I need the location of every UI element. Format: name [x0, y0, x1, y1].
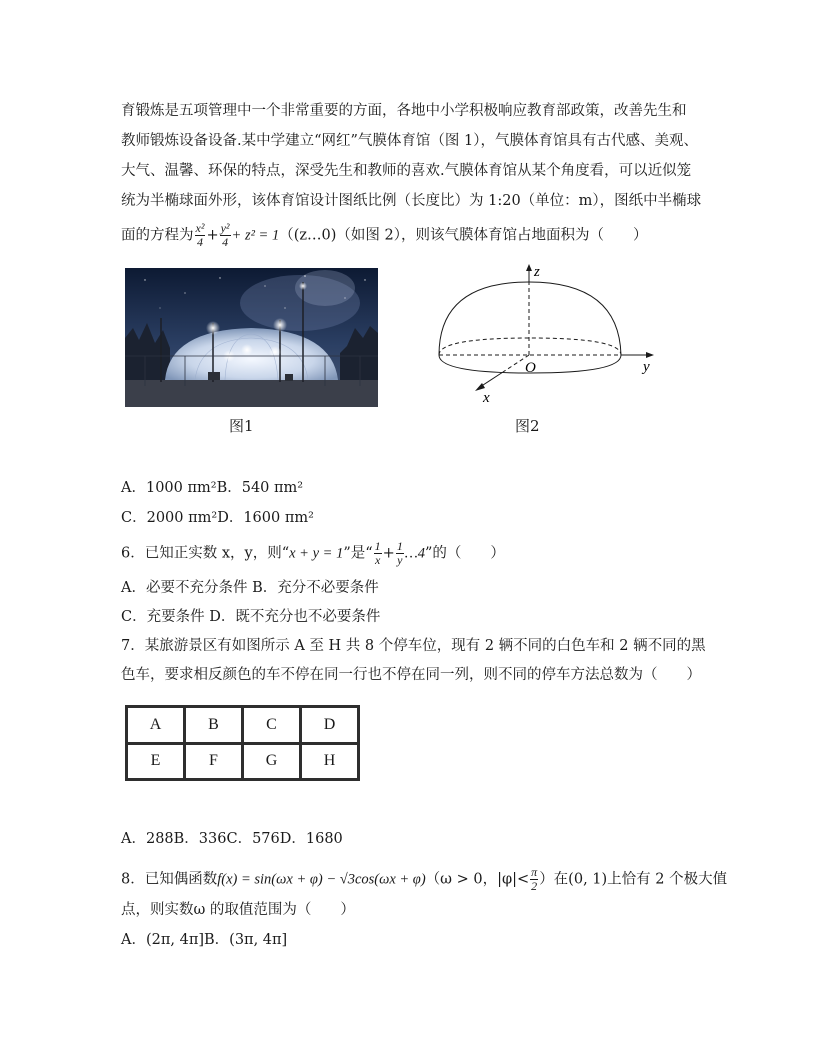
z-axis-arrow-icon [526, 264, 532, 271]
problem7-line-1: 7．某旅游景区有如图所示 A 至 H 共 8 个停车位，现有 2 辆不同的白色车和 2 辆不同的黑 [121, 638, 706, 654]
equation-tail: + z² = 1 [231, 227, 280, 244]
parking-spot-f: F [186, 745, 241, 779]
fraction-1-over-y: $\frac{1}{y}$ [396, 539, 403, 567]
fraction-x: $\frac{\text{x²}}{4}$ [195, 221, 205, 249]
problem6-prefix: 6．已知正实数 x，y，则“ [121, 545, 290, 562]
problem8-stem [121, 866, 727, 893]
problem8-prefix: 8．已知偶函数 [121, 871, 218, 888]
problem8-condition-tail: ）在(0, 1)上恰有 2 个极大值 [539, 871, 728, 888]
equation-prefix: 面的方程为 [121, 227, 194, 244]
equation-suffix: （(z…0)（如图 2），则该气膜体育馆占地面积为（ ） [279, 227, 648, 244]
parking-spot-d: D [302, 708, 357, 742]
parking-spot-g: G [244, 745, 299, 779]
problem5-line-2: 教师锻炼设备设备.某中学建立“网红”气膜体育馆（图 1），气膜体育馆具有古代感、美观、 [121, 133, 699, 149]
z-label: z [534, 264, 540, 280]
x-label: x [483, 390, 490, 406]
problem7-choices: A．288B．336C．576D．1680 [121, 831, 343, 847]
y-label: y [643, 359, 650, 375]
x-axis [480, 372, 503, 387]
problem6-condition-1: x + y = 1 [289, 545, 344, 562]
problem8-choices: A．(2π, 4π]B．(3π, 4π] [121, 932, 288, 948]
problem5-choices-ab: A．1000 πm²B．540 πm² [121, 480, 304, 496]
base-back-dashed [439, 338, 621, 355]
problem5-line-3: 大气、温馨、环保的特点，深受先生和教师的喜欢.气膜体育馆从某个角度看，可以近似笼 [121, 163, 692, 179]
parking-spot-a: A [128, 708, 183, 742]
problem8-line-2: 点，则实数ω 的取值范围为（ ） [121, 902, 355, 918]
parking-grid [125, 705, 360, 781]
fraction-1-over-x: $\frac{1}{x}$ [374, 539, 381, 567]
y-axis-arrow-icon [646, 352, 654, 358]
fraction-pi-over-2: $\frac{\pi}{2}$ [531, 865, 538, 893]
problem5-equation-line: 面的方程为 $\frac{\text{x²}}{4}$ + $\frac{\text{y²}}{4}$ + z² = 1（(z…0)（如图 2），则该气膜体育馆占地面积为（ ） [121, 221, 648, 249]
parking-spot-b: B [186, 708, 241, 742]
problem6-mid: ”是“ [343, 545, 373, 562]
fraction-y: $\frac{\text{y²}}{4}$ [220, 221, 230, 249]
parking-spot-h: H [302, 745, 357, 779]
problem5-choices-cd: C．2000 πm²D．1600 πm² [121, 510, 314, 526]
figure2-half-ellipsoid-diagram [425, 260, 665, 410]
air-dome-night-image [125, 268, 378, 407]
problem5-line-1: 育锻炼是五项管理中一个非常重要的方面，各地中小学积极响应教育部政策，改善先生和 [121, 103, 687, 119]
problem6-choices-ab: A．必要不充分条件 B．充分不必要条件 [121, 580, 379, 596]
dome-outline [439, 282, 621, 355]
problem6-choices-cd: C．充要条件 D．既不充分也不必要条件 [121, 609, 381, 625]
origin-label: O [525, 360, 536, 376]
problem8-function: f(x) = sin(ωx + φ) − √3cos(ωx + φ) [217, 871, 426, 888]
figure2-caption: 图2 [515, 417, 540, 435]
problem6-condition-2-tail: …4 [404, 545, 425, 562]
figure1-photo [125, 268, 378, 407]
problem6-suffix: ”的（ ） [424, 545, 505, 562]
problem6-stem: 6．已知正实数 x，y，则“x + y = 1”是“ $\frac{1}{x}$ + $\frac{1}{y}$ …4”的（ ） [121, 539, 505, 567]
problem8-condition: （ω > 0，|φ|< [425, 871, 530, 888]
figure1-caption: 图1 [229, 417, 254, 435]
problem5-line-4: 统为半椭球面外形，该体育馆设计图纸比例（长度比）为 1:20（单位：m），图纸中半椭球 [121, 193, 702, 209]
parking-spot-c: C [244, 708, 299, 742]
parking-spot-e: E [128, 745, 183, 779]
problem7-line-2: 色车，要求相反颜色的车不停在同一行也不停在同一列，则不同的停车方法总数为（ ） [121, 667, 701, 683]
